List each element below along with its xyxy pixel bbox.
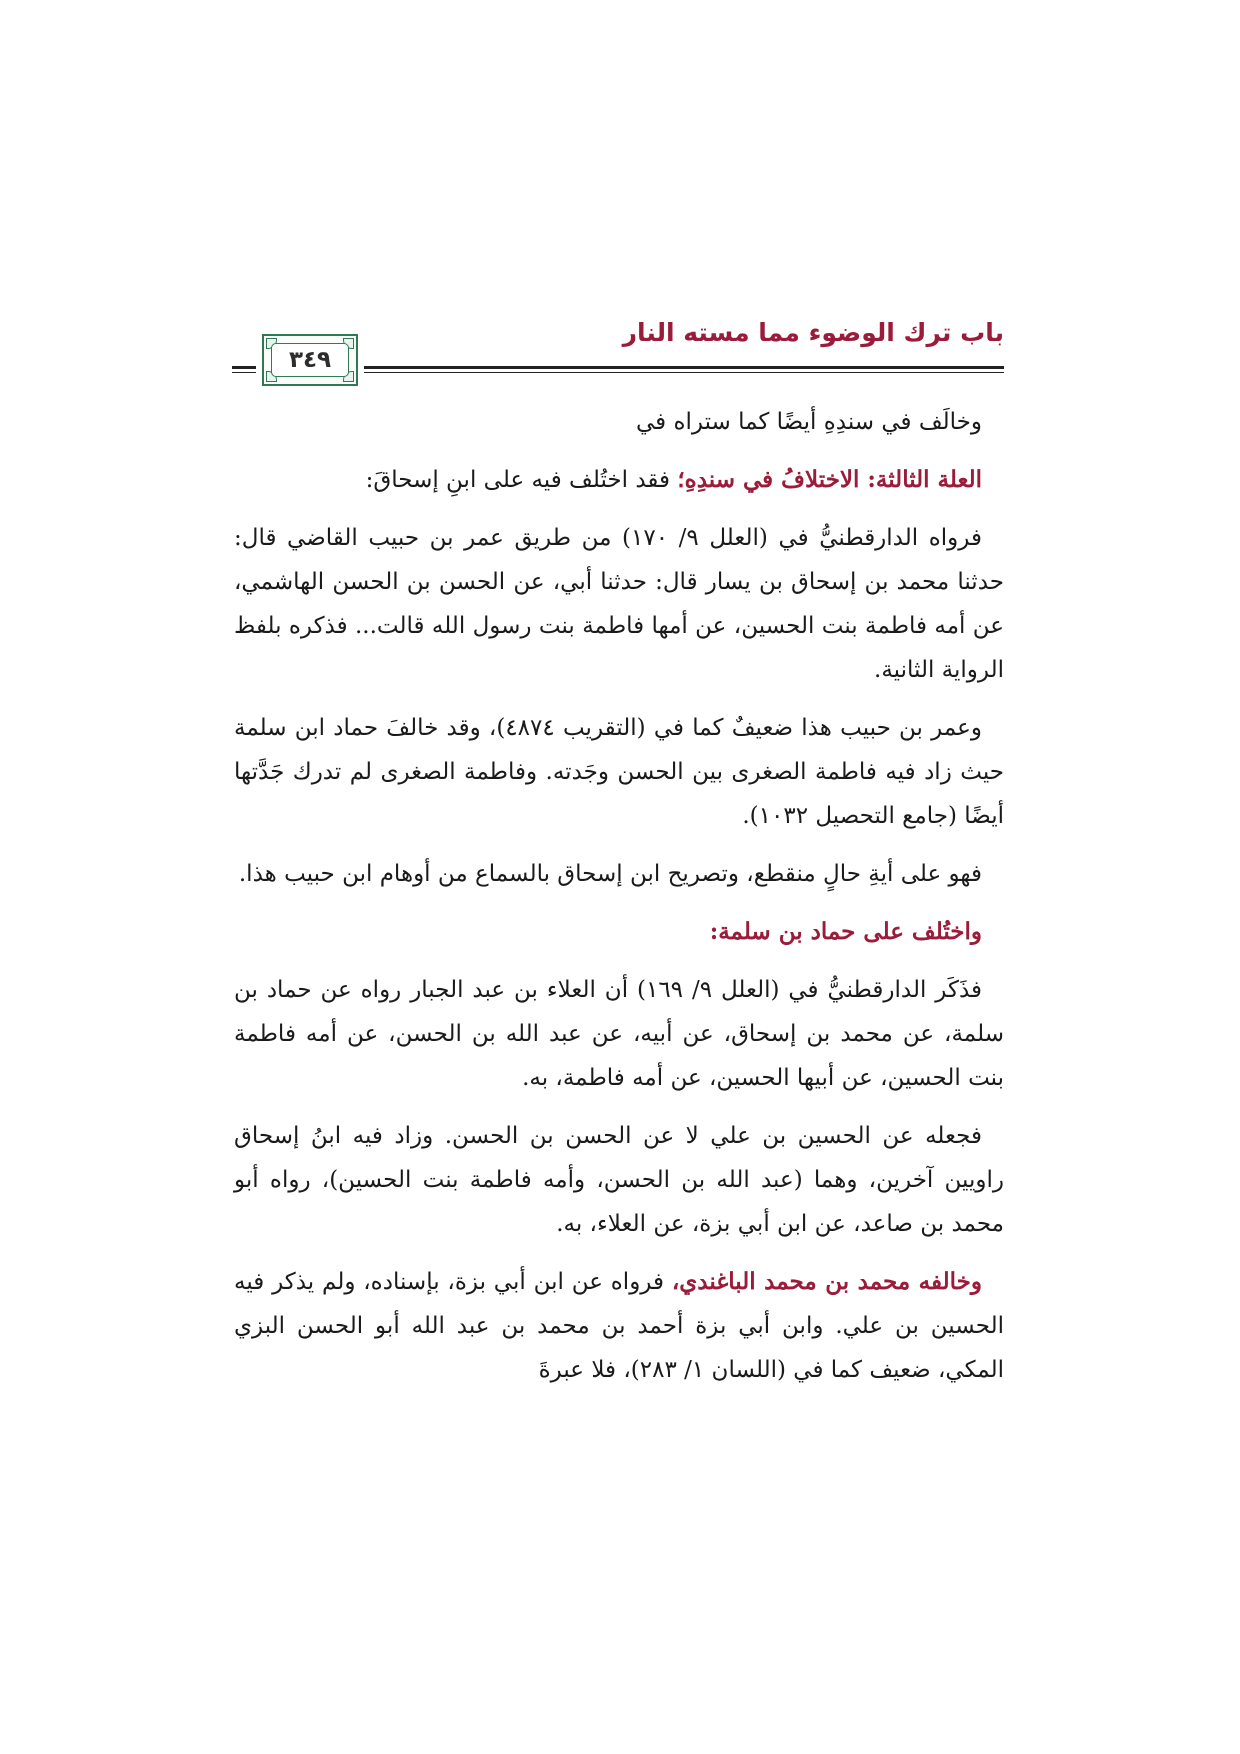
paragraph: وعمر بن حبيب هذا ضعيفٌ كما في (التقريب ٤٨٧٤)، وقد خالفَ حماد ابن سلمة حيث زاد فيه فاطمة الصغرى بين الحسن وجَدته. وفاطمة الصغرى لم تدرك جَدَّتها أيضًا (جامع التحصيل ١٠٣٢). (234, 715, 1004, 829)
paragraph: فجعله عن الحسين بن علي لا عن الحسن بن الحسن. وزاد فيه ابنُ إسحاق راويين آخرين، وهما (عبد الله بن الحسن، وأمه فاطمة بنت الحسين)، رواه أبو محمد بن صاعد، عن ابن أبي بزة، عن العلاء، به. (234, 1123, 1004, 1237)
header-rule-left (232, 366, 256, 372)
paragraph: فذَكَر الدارقطنيُّ في (العلل ٩/ ١٦٩) أن العلاء بن عبد الجبار رواه عن حماد بن سلمة، عن محمد بن إسحاق، عن أبيه، عن عبد الله بن الحسن، عن أمه فاطمة بنت الحسين، عن أبيها الحسين، عن أمه فاطمة، به. (234, 977, 1004, 1091)
paragraph-text: فرواه عن ابن أبي بزة، بإسناده، ولم يذكر فيه الحسين بن علي. وابن أبي بزة أحمد بن محمد بن عبد الله أبو الحسن البزي المكي، ضعيف كما في (اللسان ١/ ٢٨٣)، فلا عبرةَ (234, 1269, 1004, 1383)
paragraph: فهو على أيةِ حالٍ منقطع، وتصريح ابن إسحاق بالسماع من أوهام ابن حبيب هذا. (238, 861, 982, 887)
highlighted-phrase: العلة الثالثة: الاختلافُ في سندِهِ؛ (677, 466, 982, 493)
page-number-frame (262, 334, 358, 386)
main-text (234, 400, 1004, 1406)
header-rule-right (364, 366, 1004, 372)
paragraph: وخالَف في سندِهِ أيضًا كما ستراه في (635, 409, 982, 435)
paragraph: فرواه الدارقطنيُّ في (العلل ٩/ ١٧٠) من طريق عمر بن حبيب القاضي قال: حدثنا محمد بن إسحاق بن يسار قال: حدثنا أبي، عن الحسن بن الحسن الهاشمي، عن أمه فاطمة بنت الحسين، عن أمها فاطمة بنت رسول الله قالت... فذكره بلفظ الرواية الثانية. (234, 525, 1004, 683)
paragraph (234, 458, 1004, 502)
running-title: باب ترك الوضوء مما مسته النار (622, 318, 1004, 347)
highlighted-phrase: وخالفه محمد بن محمد الباغندي، (671, 1268, 982, 1295)
paragraph-text: فقد اختُلف فيه على ابنِ إسحاقَ: (365, 467, 678, 493)
paragraph (234, 1260, 1004, 1392)
page-number: ٣٤٩ (288, 347, 332, 373)
section-subheading: واختُلف على حماد بن سلمة: (709, 918, 982, 945)
